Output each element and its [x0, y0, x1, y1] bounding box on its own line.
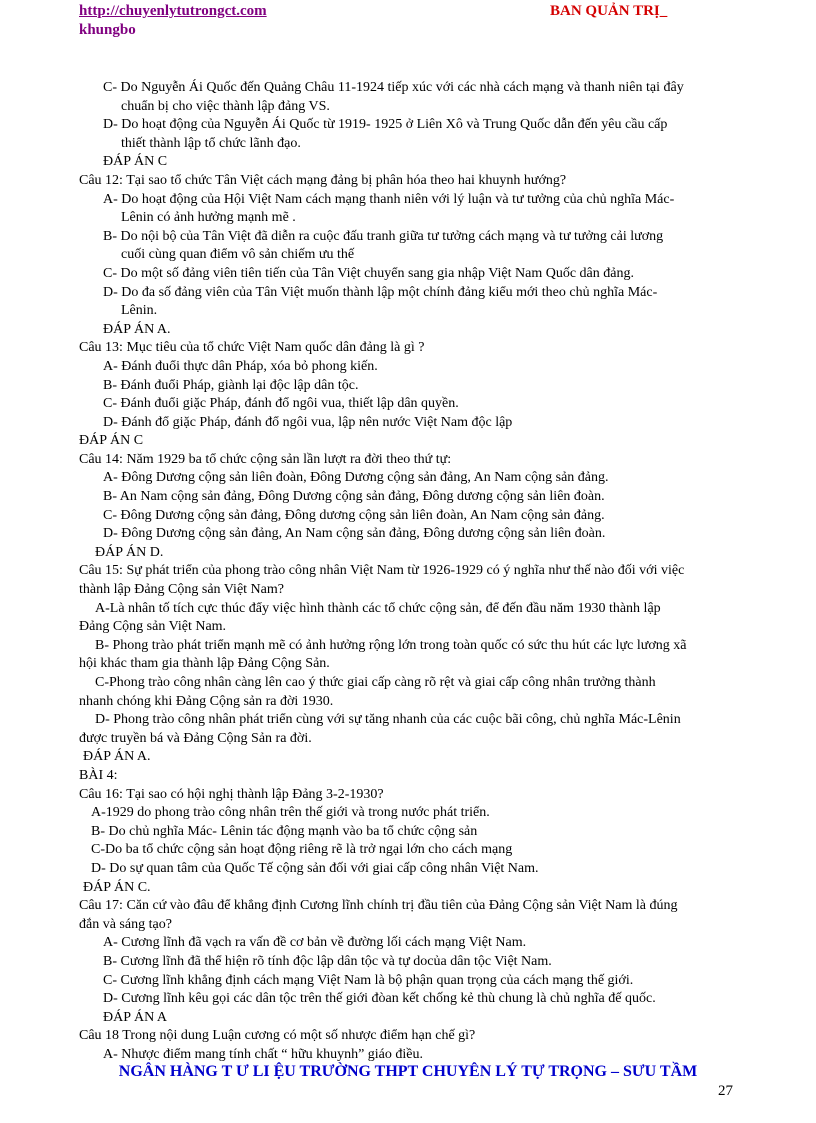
text-line: D- Đông Dương cộng sản đảng, An Nam cộng sản đảng, Đông dương cộng sản liên đoàn. [103, 526, 606, 542]
text-line: D- Phong trào công nhân phát triển cùng với sự tăng nhanh của các cuộc bãi công, chủ nghĩa Mác-Lênin [95, 712, 681, 728]
text-line: ĐÁP ÁN C. [83, 879, 151, 895]
text-line: hội khác tham gia thành lập Đảng Cộng Sản. [79, 656, 330, 672]
text-line: A-Là nhân tố tích cực thúc đẩy việc hình thành các tổ chức cộng sản, để đến đầu năm 1930 thành lập [95, 600, 661, 616]
text-line: C- Cương lĩnh khẳng định cách mạng Việt Nam là bộ phận quan trọng của cách mạng thế giới. [103, 972, 634, 988]
text-line: Đảng Cộng sản Việt Nam. [79, 619, 227, 635]
text-line: nhanh chóng khi Đảng Cộng sản ra đời 1930. [79, 693, 334, 709]
text-line: B- Do chủ nghĩa Mác- Lênin tác động mạnh vào ba tổ chức cộng sản [91, 823, 478, 839]
text-line: C-Phong trào công nhân càng lên cao ý thức giai cấp càng rõ rệt và giai cấp công nhân trưởng thành [95, 675, 656, 690]
page-footer: NGÂN HÀNG T Ư LI ỆU TRƯỜNG THPT CHUYÊN LÝ TỰ TRỌNG – SƯU TẦM [118, 1063, 698, 1080]
text-line: C- Đông Dương cộng sản đảng, Đông dương cộng sản liên đoàn, An Nam cộng sản đảng. [103, 507, 605, 523]
text-line: D- Đánh đổ giặc Pháp, đánh đổ ngôi vua, lập nên nước Việt Nam độc lập [103, 414, 513, 430]
text-line: BÀI 4: [79, 767, 118, 783]
text-line: Lênin. [121, 303, 158, 319]
text-line: ĐÁP ÁN A. [103, 321, 171, 337]
text-line: A- Cương lĩnh đã vạch ra vấn đề cơ bản về đường lối cách mạng Việt Nam. [103, 935, 527, 951]
text-line: cuối cùng quan điểm vô sản chiếm ưu thế [121, 247, 355, 263]
text-line: Câu 13: Mục tiêu của tổ chức Việt Nam quốc dân đảng là gì ? [79, 340, 425, 356]
text-line: D- Do đa số đảng viên của Tân Việt muốn thành lập một chính đảng kiểu mới theo chủ nghĩa Mác- [103, 284, 658, 300]
text-line: Câu 17: Căn cứ vào đâu để khẳng định Cương lĩnh chính trị đầu tiên của Đảng Cộng sản Việt Nam là đúng [79, 898, 678, 914]
text-line: D- Cương lĩnh kêu gọi các dân tộc trên thế giới đòan kết chống kẻ thù chung là chủ nghĩa đế quốc. [103, 991, 656, 1007]
text-line: Câu 14: Năm 1929 ba tổ chức cộng sản lần lượt ra đời theo thứ tự: [79, 451, 452, 467]
text-line: B- An Nam cộng sản đảng, Đông Dương cộng sản đảng, Đông dương cộng sản liên đoàn. [103, 489, 605, 505]
text-line: B- Do nội bộ của Tân Việt đã diễn ra cuộc đấu tranh giữa tư tưởng cách mạng và tư tưởng cải lương [103, 228, 664, 244]
text-line: chuẩn bị cho việc thành lập đảng VS. [121, 98, 330, 114]
text-line: C- Do Nguyễn Ái Quốc đến Quảng Châu 11-1924 tiếp xúc với các nhà cách mạng và thanh niên tại đây [103, 80, 684, 95]
text-line: C-Do ba tổ chức cộng sản hoạt động riêng rẽ là trở ngại lớn cho cách mạng [91, 842, 513, 858]
text-line: A- Do hoạt động của Hội Việt Nam cách mạng thanh niên với lý luận và tư tưởng của chủ nghĩa Mác- [103, 191, 675, 207]
admin-label: BAN QUẢN TRỊ_ [550, 3, 668, 19]
text-line: C- Do một số đảng viên tiên tiến của Tân Việt chuyển sang gia nhập Việt Nam Quốc dân đảng. [103, 265, 634, 281]
text-line: C- Đánh đuổi giặc Pháp, đánh đổ ngôi vua, thiết lập dân quyền. [103, 396, 459, 412]
text-line: Câu 15: Sự phát triển của phong trào công nhân Việt Nam từ 1926-1929 có ý nghĩa như thế nào đối với việc [79, 563, 685, 579]
site-link[interactable]: http://chuyenlytutrongct.com [79, 3, 267, 19]
text-line: A- Nhược điểm mang tính chất “ hữu khuynh” giáo điều. [103, 1046, 424, 1062]
text-line: Câu 18 Trong nội dung Luận cương có một số nhược điểm hạn chế gì? [79, 1028, 476, 1044]
text-line: thiết thành lập tổ chức lãnh đạo. [121, 135, 301, 151]
text-line: Câu 16: Tại sao có hội nghị thành lập Đảng 3-2-1930? [79, 786, 384, 802]
text-line: ĐÁP ÁN A. [83, 749, 151, 765]
text-line: Lênin có ảnh hưởng mạnh mẽ . [121, 210, 296, 226]
text-line: thành lập Đảng Cộng sản Việt Nam? [79, 582, 284, 598]
text-line: B- Cương lĩnh đã thể hiện rõ tính độc lập dân tộc và tự docủa dân tộc Việt Nam. [103, 953, 552, 969]
text-line: B- Phong trào phát triển mạnh mẽ có ảnh hưởng rộng lớn trong toàn quốc có sức thu hút các lực lương xã [95, 637, 687, 653]
text-line: được truyền bá và Đảng Cộng Sản ra đời. [79, 730, 312, 746]
text-line: ĐÁP ÁN D. [95, 544, 164, 560]
text-line: A- Đánh đuổi thực dân Pháp, xóa bỏ phong kiến. [103, 358, 378, 374]
text-line: ĐÁP ÁN C [103, 154, 168, 170]
text-line: D- Do hoạt động của Nguyễn Ái Quốc từ 1919- 1925 ở Liên Xô và Trung Quốc dẫn đến yêu cầu cấp [103, 117, 668, 133]
text-line: Câu 12: Tại sao tổ chức Tân Việt cách mạng đảng bị phân hóa theo hai khuynh hướng? [79, 172, 567, 188]
document-body [79, 79, 739, 1064]
text-line: đắn và sáng tạo? [79, 916, 172, 932]
text-line: B- Đánh đuổi Pháp, giành lại độc lập dân tộc. [103, 377, 359, 393]
text-line: A- Đông Dương cộng sản liên đoàn, Đông Dương cộng sản đảng, An Nam cộng sản đảng. [103, 470, 609, 486]
text-line: ĐÁP ÁN C [79, 433, 144, 449]
username-label: khungbo [79, 22, 136, 38]
text-line: ĐÁP ÁN A [103, 1009, 168, 1025]
page-number: 27 [718, 1083, 733, 1099]
text-line: D- Do sự quan tâm của Quốc Tế cộng sản đối với giai cấp công nhân Việt Nam. [91, 860, 539, 876]
text-line: A-1929 do phong trào công nhân trên thế giới và trong nước phát triển. [91, 805, 490, 821]
